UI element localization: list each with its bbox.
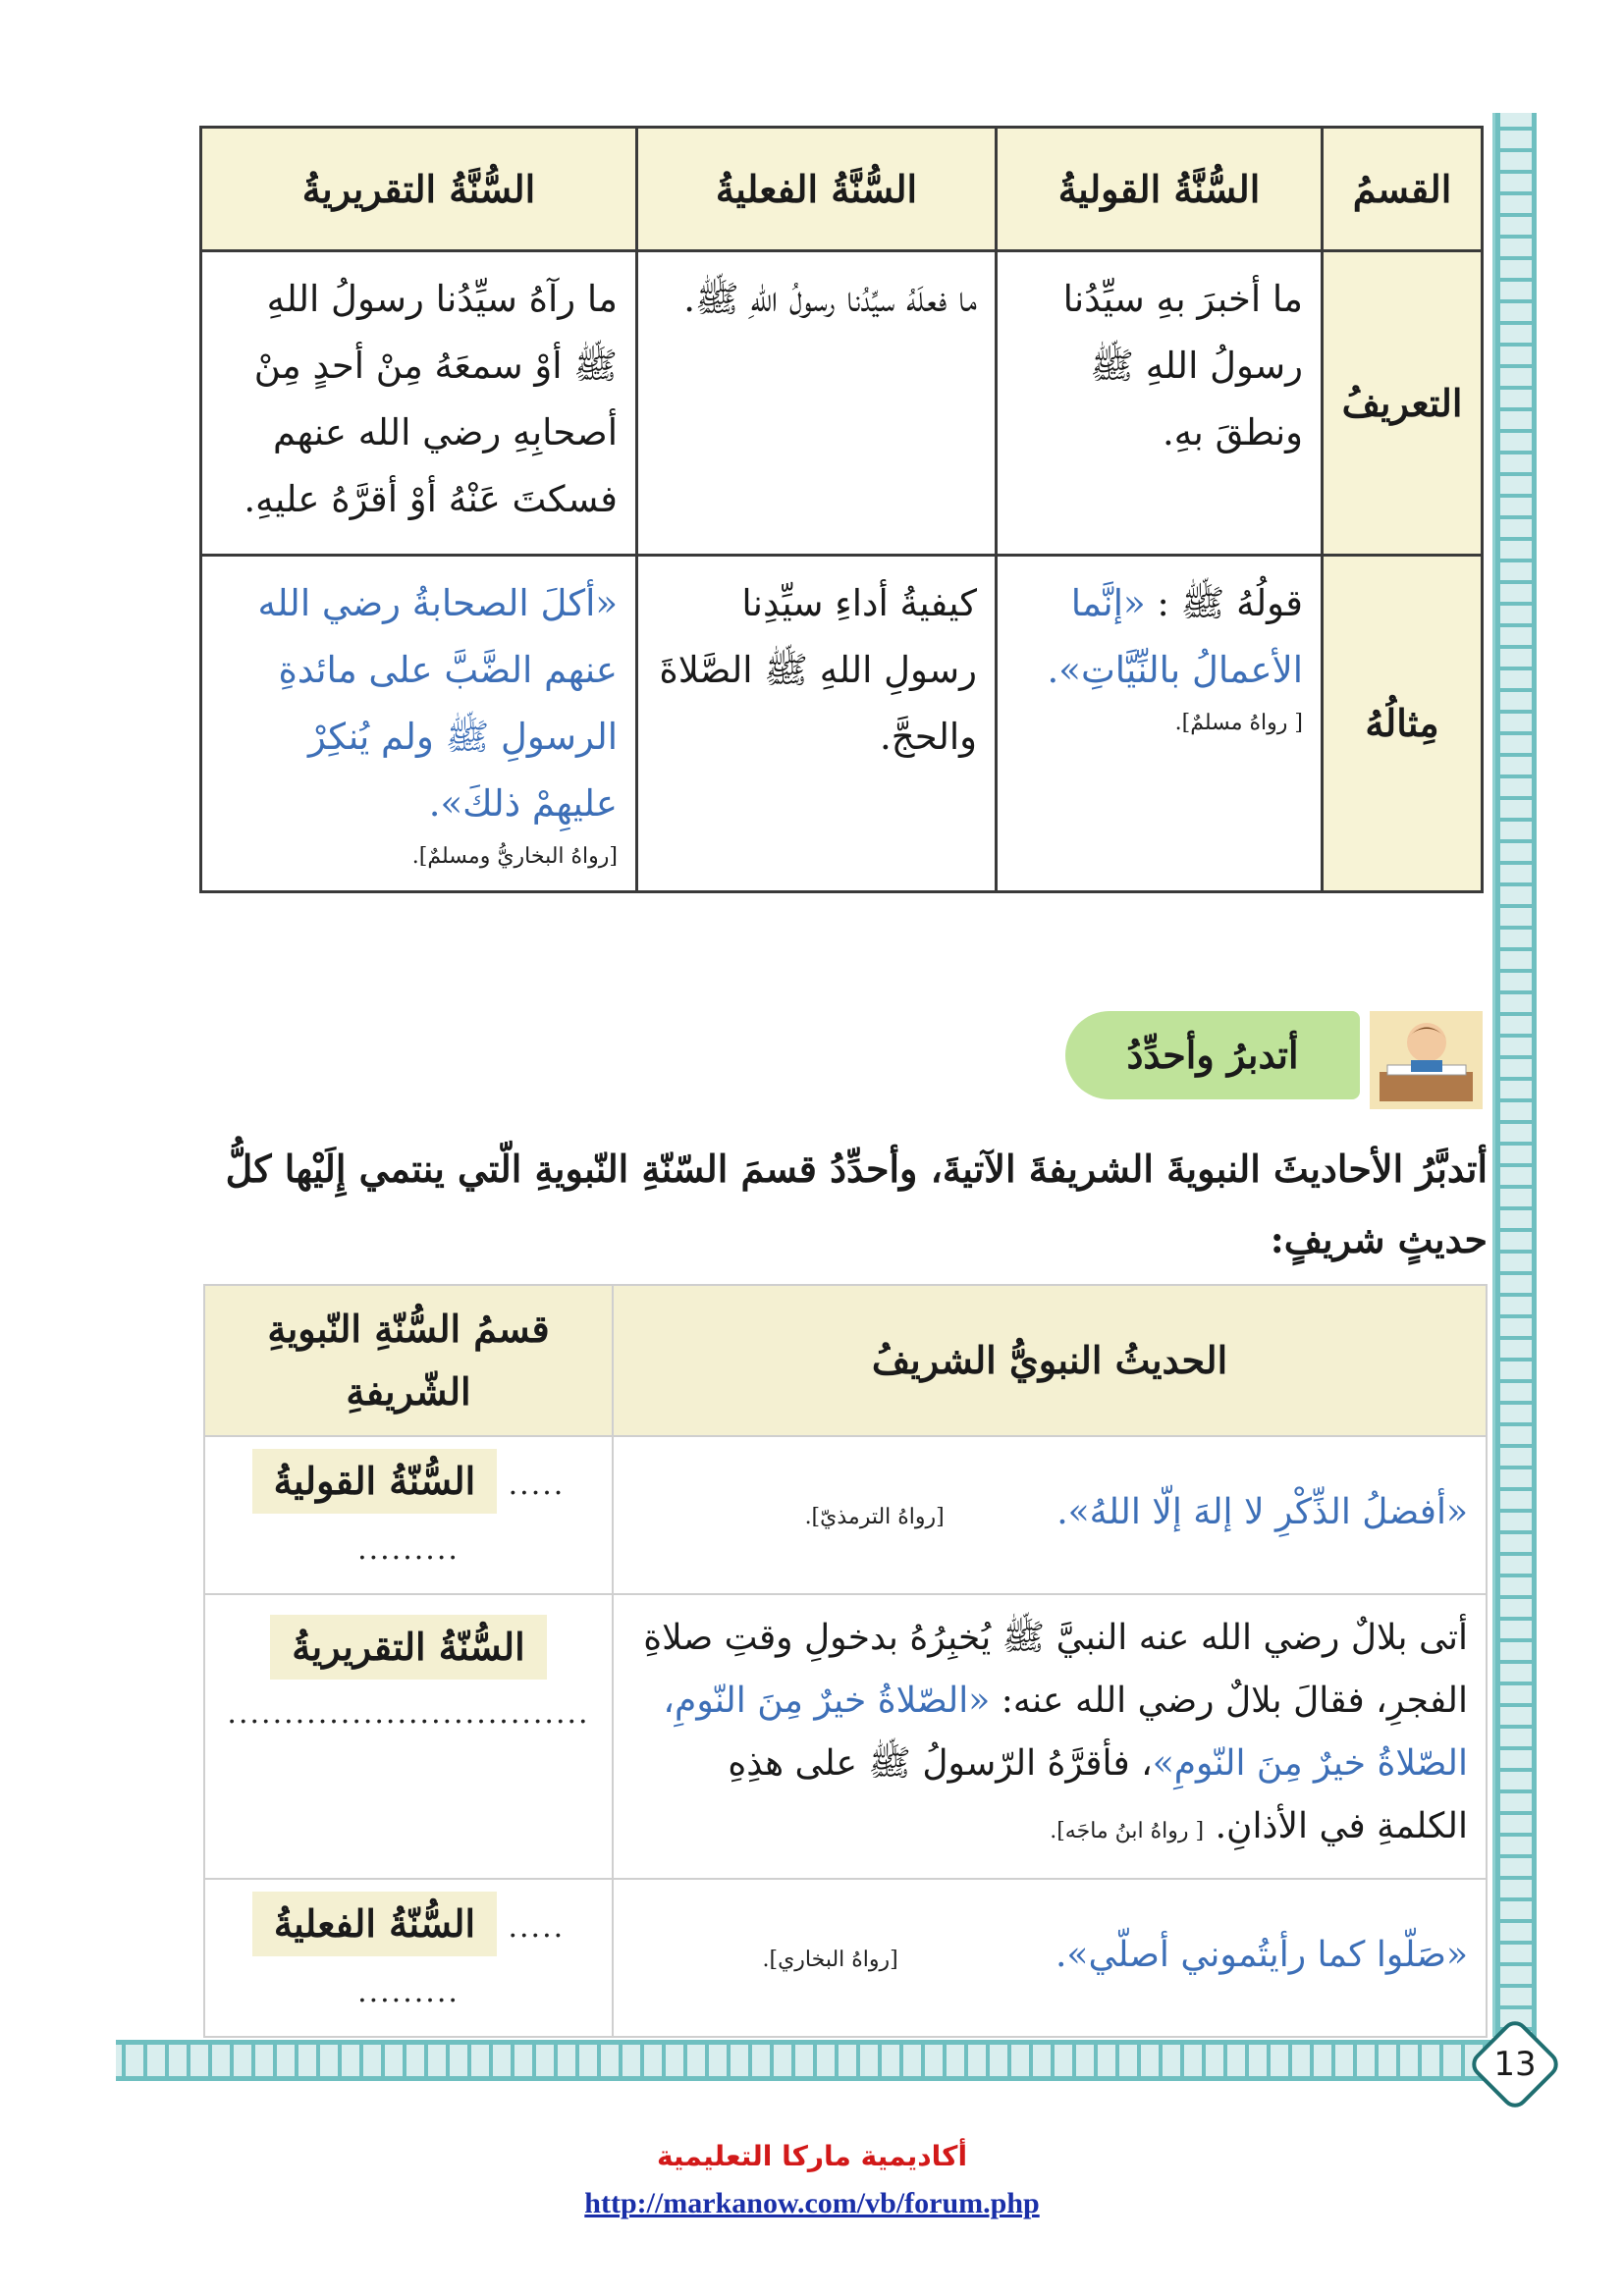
example-taqririya [201,556,637,892]
row-label-definition: التعريفُ [1323,251,1483,556]
footer-forum-link[interactable]: http://markanow.com/vb/forum.php [584,2187,1040,2219]
hadith-2-quote: «الصّلاةُ خيرٌ مِنَ النّومِ، الصّلاةُ خيرٌ مِنَ النّومِ» [663,1681,1468,1784]
answer-cell-2[interactable]: السُّنّةُ التقريريةُ ................................ [204,1594,613,1879]
header-hadith: الحديثُ النبويُّ الشريفُ [613,1285,1487,1436]
page-number: 13 [1493,2045,1537,2084]
greek-key-border-bottom [116,2040,1490,2081]
hadith-2-source: [ رواهُ ابنُ ماجَه]. [1050,1819,1205,1843]
answer-cell-1[interactable]: ..... السُّنّةُ القوليةُ ......... [204,1436,613,1594]
hadith-row-3 [613,1879,1487,2037]
example-taqririya-source: [رواهُ البخاريُّ ومسلمٌ]. [411,844,618,869]
sunnah-types-table [199,126,1484,893]
answer-3: السُّنّةُ الفعليةُ [252,1892,497,1956]
hadith-row-1 [613,1436,1487,1594]
definition-filiya: ما فعلَهُ سيِّدُنا رسولُ اللهِ ﷺ. [637,251,997,556]
footer-academy-title: أكاديمية ماركا التعليمية [656,2140,968,2172]
student-illustration [1370,1011,1483,1109]
header-taqririya: السُّنَّةُ التقريريةُ [201,128,637,251]
hadith-1-quote: «أفضلُ الذِّكْرِ لا إلهَ إلّا اللهُ». [1056,1492,1468,1532]
answer-1: السُّنّةُ القوليةُ [252,1449,498,1514]
definition-taqririya: ما رآهُ سيِّدُنا رسولُ اللهِ ﷺ أوْ سمعَهُ مِنْ أحدٍ مِنْ أصحابِهِ رضي الله عنهم فسكتَ عَنْهُ أوْ أقرَّهُ عليهِ. [201,251,637,556]
header-qawliya: السُّنَّةُ القوليةُ [997,128,1323,251]
definition-qawliya: ما أخبرَ بهِ سيِّدُنا رسولُ اللهِ ﷺ ونطقَ بهِ. [997,251,1323,556]
example-qawliya [997,556,1323,892]
greek-key-border-right [1492,113,1537,2037]
hadith-2-text-b: ، فأقرَّهُ الرّسولُ ﷺ على هذِهِ الكلمةِ في الأذانِ. [728,1743,1468,1846]
example-qawliya-source: [ رواهُ مسلمٌ]. [1174,711,1303,735]
answer-cell-3[interactable]: ..... السُّنّةُ الفعليةُ ......... [204,1879,613,2037]
hadith-3-quote: «صَلّوا كما رأيتُموني أصلّي». [1055,1935,1468,1975]
section-tag: أتدبرُ وأحدِّدُ [1065,1011,1360,1099]
hadith-2-text-a: أتى بلالٌ رضي الله عنه النبيَّ ﷺ يُخبِرُهُ بدخولِ وقتِ صلاةِ الفجرِ، فقالَ بلالٌ رضي الله عنه: [643,1618,1468,1721]
hadith-3-source: [رواهُ البخاري]. [762,1948,898,1972]
example-filiya: كيفيةُ أداءِ سيِّدِنا رسولِ اللهِ ﷺ الصَّلاةَ والحجَّ. [637,556,997,892]
hadith-row-2 [613,1594,1487,1879]
header-filiya: السُّنَّةُ الفعليةُ [637,128,997,251]
answer-2: السُّنّةُ التقريريةُ [270,1615,546,1680]
hadith-classification-table [203,1284,1488,2038]
instruction-text: أتدبَّرُ الأحاديثَ النبويةَ الشريفةَ الآتيةَ، وأحدِّدُ قسمَ السّنّةِ النّبويةِ الّتي ينتمي إِلَيْها كلُّ حديثٍ شريفٍ: [225,1147,1488,1261]
example-qawliya-quote: «إنَّما الأعمالُ بالنِّيَّاتِ». [1047,582,1303,691]
header-sunnah-type: قسمُ السُّنّةِ النّبويةِ الشّريفةِ [204,1285,613,1436]
example-qawliya-intro: قولُهُ ﷺ : [1157,582,1303,624]
header-category: القسمُ [1323,128,1483,251]
example-taqririya-quote: «أكلَ الصحابةُ رضي الله عنهم الضَّبَّ على مائدةِ الرسولِ ﷺ ولم يُنكِرْ عليهِمْ ذلكَ». [257,582,618,825]
hadith-1-source: [رواهُ الترمذيّ]. [804,1505,945,1529]
row-label-example: مِثالُهُ [1323,556,1483,892]
